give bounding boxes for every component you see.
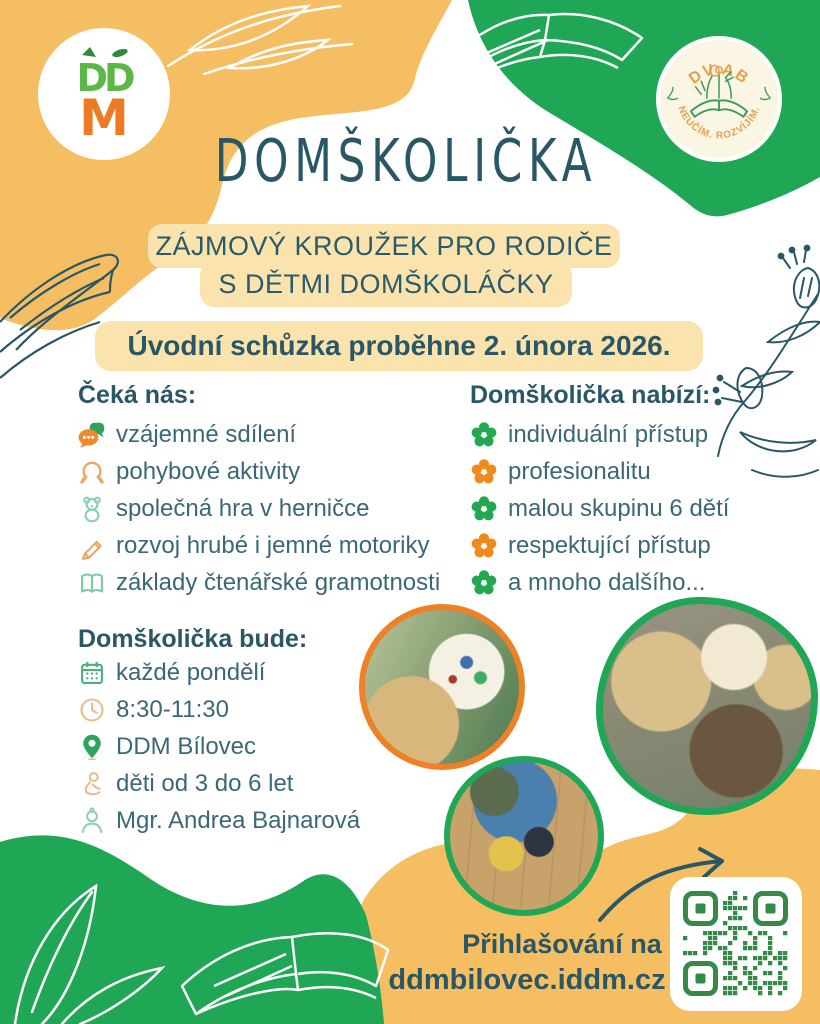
badge-arc-top-text: DV AB	[686, 61, 752, 88]
section-heading-offers: Domškolička nabízí:	[470, 381, 711, 409]
offers-list	[470, 416, 729, 601]
signup-url: ddmbilovec.iddm.cz	[388, 964, 666, 996]
list-item-label: každé pondělí	[116, 658, 266, 686]
list-item	[78, 564, 440, 601]
list-item	[470, 564, 729, 601]
list-item-label: individuální přístup	[508, 420, 709, 448]
signup-text: Přihlašování na	[462, 929, 662, 959]
list-item	[78, 416, 440, 453]
list-item	[78, 490, 440, 527]
poster-title: DOMŠKOLIČKA	[214, 126, 598, 196]
pencil-icon	[78, 532, 106, 560]
list-item-label: 8:30-11:30	[116, 695, 229, 723]
list-item-label: profesionalitu	[508, 457, 651, 485]
child-icon	[78, 770, 106, 798]
expect-list	[78, 416, 440, 601]
photo-painting-tray	[359, 604, 525, 770]
teddy-bear-icon	[78, 495, 106, 523]
subtitle-line1: ZÁJMOVÝ KROUŽEK PRO RODIČE	[148, 224, 620, 268]
list-item-label: Mgr. Andrea Bajnarová	[116, 806, 361, 834]
list-item-label: rozvoj hrubé i jemné motoriky	[116, 531, 430, 559]
badge-arc-bottom-text: NEUČÍM. ROZVÍJÍM.	[675, 104, 763, 142]
list-item-label: základy čtenářské gramotnosti	[116, 568, 441, 596]
list-item-label: respektující přístup	[508, 531, 711, 559]
club-badge	[656, 36, 782, 162]
list-item	[78, 527, 440, 564]
list-item-label: vzájemné sdílení	[116, 420, 297, 448]
green-blob-bottom	[0, 835, 384, 1024]
list-item	[78, 802, 360, 839]
ddm-logo-m: M	[79, 89, 129, 147]
list-item	[78, 765, 360, 802]
flower-line-art-right	[714, 246, 820, 477]
section-heading-schedule: Domškolička bude:	[78, 625, 308, 653]
list-item	[78, 654, 360, 691]
list-item-label: DDM Bílovec	[116, 732, 257, 760]
list-item-label: děti od 3 do 6 let	[116, 769, 294, 797]
list-item-label: malou skupinu 6 dětí	[508, 494, 730, 522]
schedule-list	[78, 654, 360, 839]
list-item	[470, 453, 729, 490]
flower-icon	[470, 458, 498, 486]
person-icon	[78, 807, 106, 835]
list-item	[78, 691, 360, 728]
ddm-logo-dd: DD	[76, 56, 132, 100]
list-item	[78, 453, 440, 490]
list-item	[470, 416, 729, 453]
ddm-logo	[56, 41, 152, 147]
flower-icon	[470, 421, 498, 449]
calendar-icon	[78, 659, 106, 687]
photo-floor-play	[444, 756, 604, 916]
subtitle-line2: S DĚTMI DOMŠKOLÁČKY	[200, 261, 572, 307]
list-item	[470, 490, 729, 527]
list-item-label: společná hra v herničce	[116, 494, 370, 522]
club-badge-art	[660, 40, 778, 158]
flower-icon	[470, 569, 498, 597]
open-book-icon	[78, 569, 106, 597]
qr-code-art	[670, 877, 802, 1011]
qr-code	[670, 877, 802, 1011]
flower-icon	[470, 532, 498, 560]
map-pin-icon	[78, 733, 106, 761]
list-item	[470, 527, 729, 564]
list-item-label: a mnoho dalšího...	[508, 568, 706, 596]
jump-rope-icon	[78, 458, 106, 486]
clock-icon	[78, 696, 106, 724]
list-item-label: pohybové aktivity	[116, 457, 301, 485]
flower-icon	[470, 495, 498, 523]
speech-bubbles-icon	[78, 421, 106, 449]
list-item	[78, 728, 360, 765]
section-heading-expect: Čeká nás:	[78, 381, 197, 409]
announcement-bar: Úvodní schůzka proběhne 2. února 2026.	[95, 321, 703, 371]
ddm-logo-circle	[38, 28, 170, 160]
